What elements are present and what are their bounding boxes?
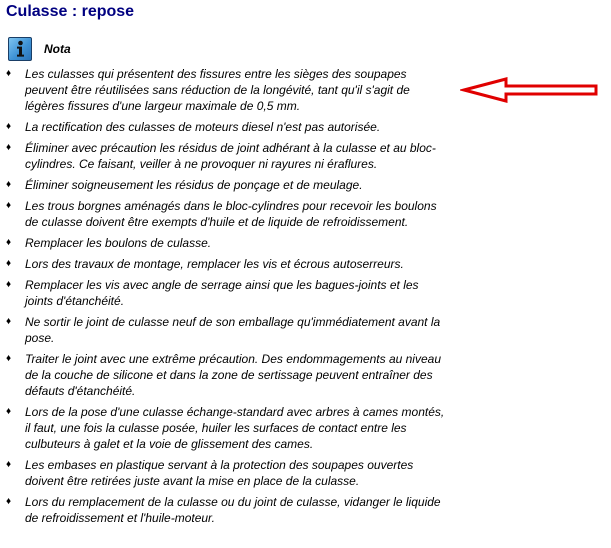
list-item-text: Lors de la pose d'une culasse échange-standard avec arbres à cames montés, il faut, une fois la culasse posée, huiler les surfaces de contact entre les culbuteurs à galet et la voie de glissement des cames.	[25, 405, 445, 451]
list-item	[6, 404, 446, 452]
instruction-list	[6, 66, 446, 531]
bullet-icon: ♦	[6, 237, 12, 248]
list-item	[6, 235, 446, 251]
bullet-icon: ♦	[6, 353, 12, 364]
list-item-text: Les embases en plastique servant à la protection des soupapes ouvertes doivent être retirées juste avant la mise en place de la culasse.	[25, 458, 414, 488]
list-item-text: Ne sortir le joint de culasse neuf de son emballage qu'immédiatement avant la pose.	[25, 315, 441, 345]
bullet-icon: ♦	[6, 142, 12, 153]
nota-label: Nota	[44, 42, 71, 56]
bullet-icon: ♦	[6, 179, 12, 190]
info-icon	[8, 37, 32, 61]
list-item	[6, 177, 446, 193]
list-item	[6, 140, 446, 172]
red-arrow-left-icon	[460, 76, 600, 104]
bullet-icon: ♦	[6, 200, 12, 211]
list-item-text: Lors du remplacement de la culasse ou du joint de culasse, vidanger le liquide de refroidissement et l'huile-moteur.	[25, 495, 441, 525]
list-item	[6, 256, 446, 272]
list-item-text: La rectification des culasses de moteurs diesel n'est pas autorisée.	[25, 120, 381, 134]
list-item-text: Éliminer avec précaution les résidus de joint adhérant à la culasse et au bloc-cylindres. Ce faisant, veiller à ne provoquer ni rayures ni éraflures.	[25, 141, 436, 171]
bullet-icon: ♦	[6, 316, 12, 327]
bullet-icon: ♦	[6, 279, 12, 290]
list-item	[6, 66, 446, 114]
list-item	[6, 119, 446, 135]
list-item-text: Traiter le joint avec une extrême précaution. Des endommagements au niveau de la couche de silicone et dans la zone de sertissage peuvent entraîner des défauts d'étanchéité.	[25, 352, 441, 398]
list-item	[6, 314, 446, 346]
page-title: Culasse : repose	[6, 3, 135, 20]
list-item-text: Les trous borgnes aménagés dans le bloc-cylindres pour recevoir les boulons de culasse doivent être exempts d'huile et de liquide de refroidissement.	[25, 199, 437, 229]
list-item	[6, 351, 446, 399]
bullet-icon: ♦	[6, 459, 12, 470]
list-item	[6, 457, 446, 489]
list-item-text: Lors des travaux de montage, remplacer les vis et écrous autoserreurs.	[25, 257, 404, 271]
list-item	[6, 494, 446, 526]
list-item	[6, 198, 446, 230]
bullet-icon: ♦	[6, 496, 12, 507]
bullet-icon: ♦	[6, 406, 12, 417]
list-item-text: Remplacer les vis avec angle de serrage ainsi que les bagues-joints et les joints d'étanchéité.	[25, 278, 419, 308]
list-item-text: Les culasses qui présentent des fissures entre les sièges des soupapes peuvent être réutilisées sans réduction de la longévité, tant qu'il s'agit de légères fissures d'une largeur maximale de 0,5 mm.	[25, 67, 410, 113]
list-item-text: Éliminer soigneusement les résidus de ponçage et de meulage.	[25, 178, 363, 192]
list-item-text: Remplacer les boulons de culasse.	[25, 236, 212, 250]
bullet-icon: ♦	[6, 68, 12, 79]
bullet-icon: ♦	[6, 258, 12, 269]
nota-header	[8, 37, 71, 61]
list-item	[6, 277, 446, 309]
bullet-icon: ♦	[6, 121, 12, 132]
